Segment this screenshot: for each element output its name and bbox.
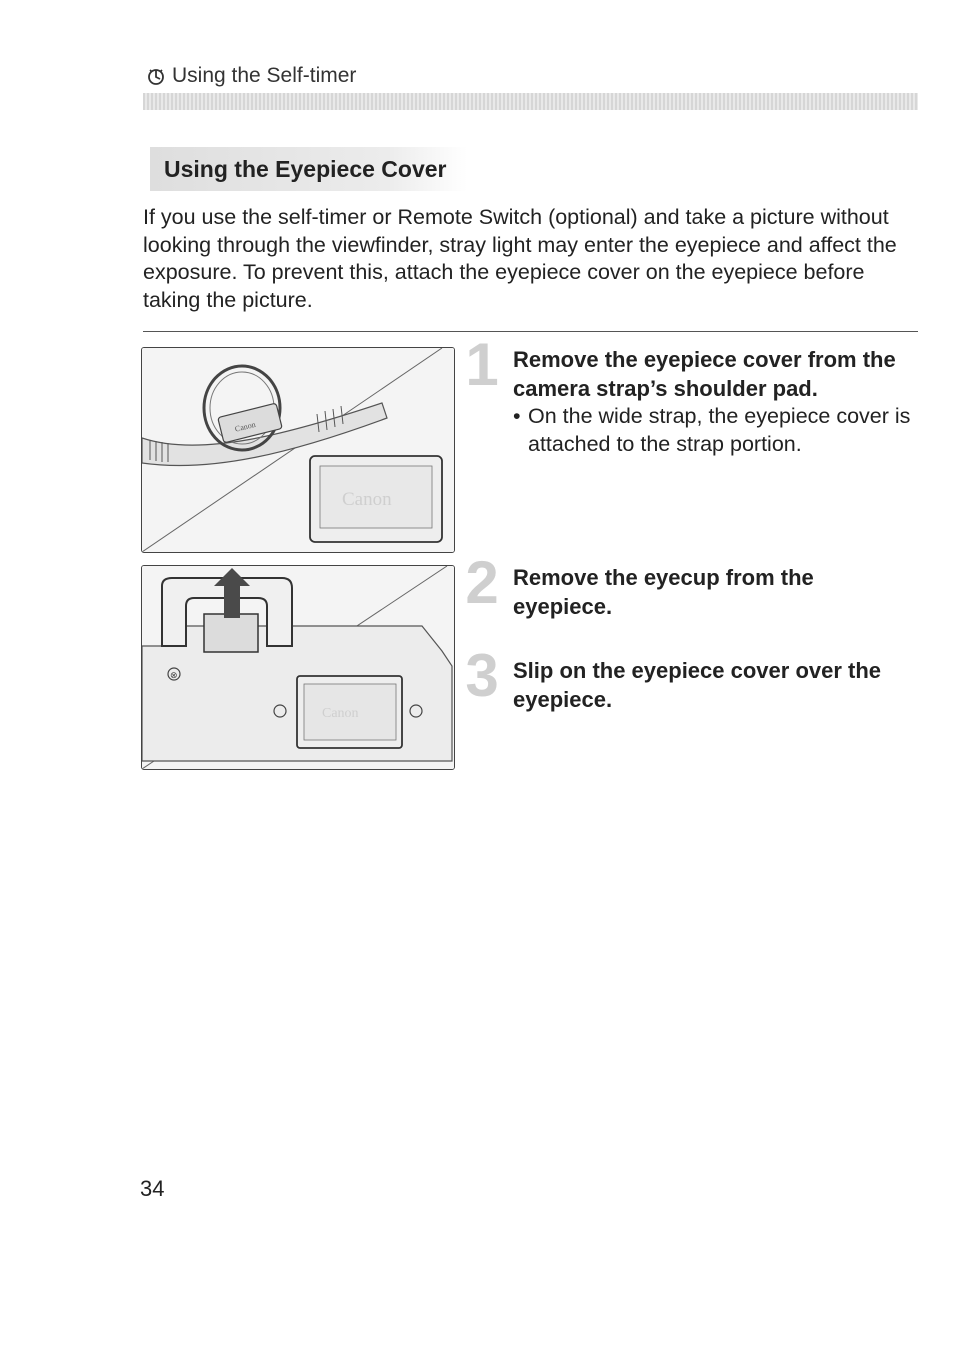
step-2-title: Remove the eyecup from the eyepiece. (513, 565, 814, 619)
running-header-text: Using the Self-timer (172, 64, 357, 87)
self-timer-icon (146, 66, 166, 86)
bullet-icon: • (513, 404, 521, 428)
figure1-brand-small: Canon (233, 419, 257, 434)
section-divider (143, 331, 918, 332)
figure2-brand: Canon (322, 706, 359, 721)
step-1-note-text: On the wide strap, the eyepiece cover is attached to the strap portion. (528, 404, 911, 456)
header-bar (143, 93, 918, 110)
figure-strap-eyepiece-cover (141, 347, 455, 553)
step-1-note (513, 402, 918, 458)
section-title: Using the Eyepiece Cover (150, 147, 467, 191)
intro-paragraph: If you use the self-timer or Remote Switch (optional) and take a picture without looking through the viewfinder, stray light may enter the eyepiece and affect the exposure. To prevent this, attach the eyepiece cover on the eyepiece before taking the picture. (143, 205, 897, 312)
strap-eyepiece-cover-illustration (142, 348, 454, 552)
figure1-brand-large: Canon (342, 489, 392, 510)
page-number: 34 (140, 1176, 165, 1201)
step-3-title: Slip on the eyepiece cover over the eyepiece. (513, 658, 882, 712)
step-1-number: 1 (465, 331, 499, 398)
running-header (146, 64, 356, 88)
screw-left-icon: ⊗ (170, 670, 178, 680)
camera-eyepiece-illustration (142, 566, 454, 769)
step-2-number: 2 (465, 549, 499, 616)
step-3-number: 3 (465, 642, 499, 709)
step-1-title: Remove the eyepiece cover from the camera strap’s shoulder pad. (513, 347, 896, 401)
figure-camera-eyepiece (141, 565, 455, 770)
